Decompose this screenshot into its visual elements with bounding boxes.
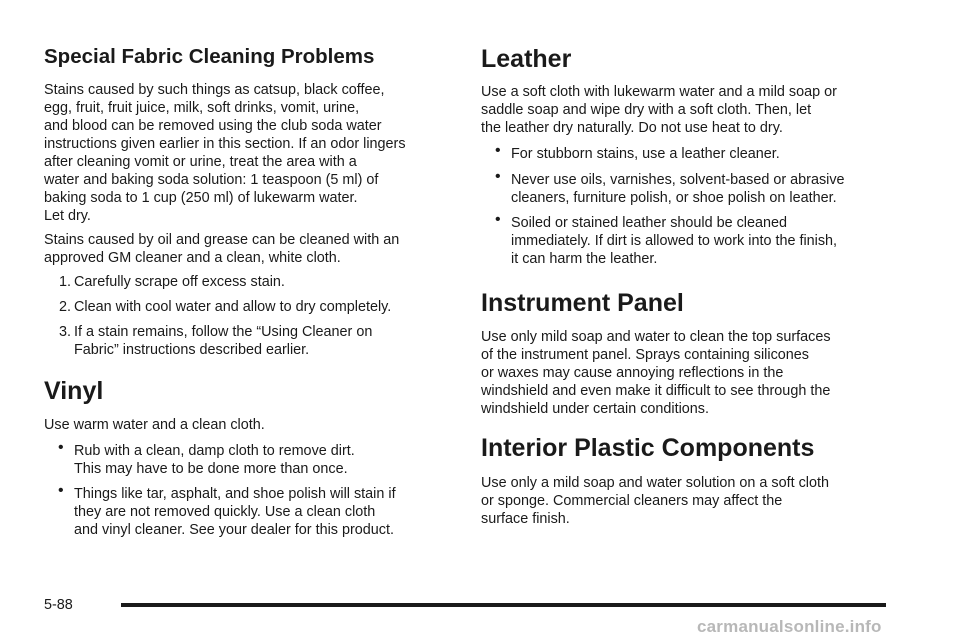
bullet-icon: • — [495, 168, 501, 185]
vinyl-intro: Use warm water and a clean cloth. — [44, 417, 265, 433]
fabric-step-1: 1. Carefully scrape off excess stain. — [58, 274, 285, 290]
section-heading-leather: Leather — [481, 45, 572, 73]
footer-divider — [121, 603, 886, 607]
bullet-icon: • — [495, 211, 501, 228]
fabric-paragraph-2: Stains caused by oil and grease can be cleaned with an approved GM cleaner and a clean, white cloth. — [44, 232, 400, 266]
fabric-step-2: 2. Clean with cool water and allow to dry completely. — [58, 299, 392, 315]
leather-bullet-3: • Soiled or stained leather should be cleaned immediately. If dirt is allowed to work into the finish, it can harm the leather. — [495, 211, 838, 267]
fabric-paragraph-1: Stains caused by such things as catsup, black coffee, egg, fruit, fruit juice, milk, soft drinks, vomit, urine, and blood can be removed using the club soda water instructions given earlier in this section. If an odor lingers after cleaning vomit or urine, treat the area with a water and baking soda solution: 1 teaspoon (5 ml) of baking soda to 1 cup (250 ml) of lukewarm water. Let dry. — [44, 82, 406, 224]
bullet-icon: • — [58, 482, 64, 499]
fabric-step-3: 3. If a stain remains, follow the “Using Cleaner on Fabric” instructions described earlier. — [58, 324, 373, 358]
bullet-icon: • — [58, 439, 64, 456]
watermark: carmanualsonline.info — [697, 617, 882, 636]
interior-plastic-paragraph: Use only a mild soap and water solution on a soft cloth or sponge. Commercial cleaners may affect the surface finish. — [481, 475, 829, 527]
page-number: 5-88 — [44, 597, 73, 613]
vinyl-bullet-1: • Rub with a clean, damp cloth to remove dirt. This may have to be done more than once. — [58, 439, 355, 477]
leather-paragraph: Use a soft cloth with lukewarm water and a mild soap or saddle soap and wipe dry with a soft cloth. Then, let the leather dry naturally. Do not use heat to dry. — [481, 84, 837, 136]
section-heading-interior-plastic: Interior Plastic Components — [481, 434, 815, 462]
instrument-panel-paragraph: Use only mild soap and water to clean the top surfaces of the instrument panel. Sprays containing silicones or waxes may cause annoying reflections in the windshield and even make it difficult to see through the windshield under certain conditions. — [481, 329, 831, 417]
section-heading-special-fabric: Special Fabric Cleaning Problems — [44, 45, 375, 68]
vinyl-bullet-2: • Things like tar, asphalt, and shoe polish will stain if they are not removed quickly. Use a clean cloth and vinyl cleaner. See your dealer for this product. — [58, 482, 396, 538]
section-heading-instrument-panel: Instrument Panel — [481, 289, 684, 317]
section-heading-vinyl: Vinyl — [44, 377, 104, 405]
leather-bullet-1: • For stubborn stains, use a leather cleaner. — [495, 142, 780, 162]
leather-bullet-2: • Never use oils, varnishes, solvent-based or abrasive cleaners, furniture polish, or shoe polish on leather. — [495, 168, 845, 206]
bullet-icon: • — [495, 142, 501, 159]
